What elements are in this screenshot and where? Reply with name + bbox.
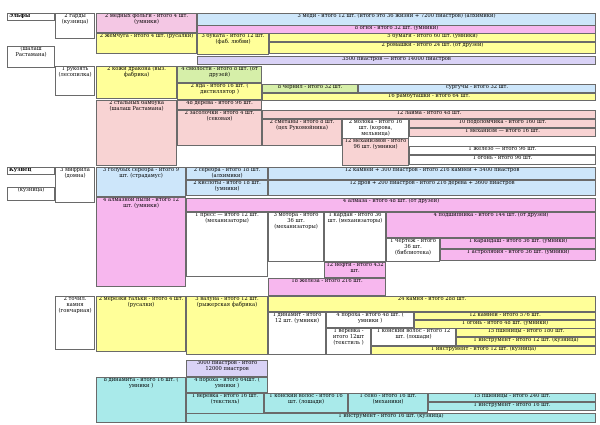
- cell-text: 1 пресс — итого 12 шт. (механизаторы): [195, 212, 259, 224]
- cell-text: 16 рамбуташки - итого 64 шт.: [388, 93, 470, 99]
- cell-text: 3 меди - итого 12 шт. (итого это 36 жизни + 7200 пиастров) (алхимики): [297, 13, 496, 19]
- cell-text: 1 инструмент - итого 16 шт.: [473, 402, 551, 408]
- cell-text: 3 голубых серебра - итого 9 шт. (страдамус): [102, 167, 180, 179]
- cell-text: 1 огонь - итого 96 шт.: [472, 155, 533, 161]
- cell-r11: [96, 66, 177, 99]
- cell-text: 48 дерева - итого 96 шт.: [186, 100, 253, 106]
- cell-text: 1 механизм — итого 16 шт.: [465, 128, 540, 134]
- cell-text: 12 лайма - итого 48 шт.: [396, 110, 462, 116]
- cell-text: 2 яда - итого 16 шт. ( дистиллятор ): [190, 83, 249, 95]
- cell-text: 3 мотора - итого 36 шт. (механизаторы): [273, 212, 319, 230]
- cell-r36: [186, 212, 268, 277]
- cell-text: сургучы - итого 32 шт.: [445, 84, 509, 90]
- cell-r65: [428, 402, 596, 411]
- cell-r63: [348, 393, 428, 413]
- cell-text: 3500 пиастров — итого 14000 пиастров: [342, 56, 451, 62]
- cell-r31: [268, 167, 596, 180]
- cell-text: Кузнец: [9, 167, 32, 173]
- cell-r51: [414, 312, 596, 320]
- cell-text: 1 кардан - итого 36 шт. (механизаторы): [327, 212, 383, 224]
- cell-r43: [324, 262, 386, 278]
- cell-text: 2 ромашки - итого 24 шт. (от друзей): [381, 42, 484, 48]
- cell-elves-title: [7, 13, 55, 21]
- cell-r56: [456, 337, 596, 346]
- cell-r28: [55, 167, 95, 203]
- cell-text: 4 алмаза - итого 48 шт. (от друзей): [342, 198, 440, 204]
- cell-text: 1 веревка - итого 12шт (текстиль ): [332, 328, 365, 346]
- cell-r05: [96, 33, 197, 54]
- cell-r41: [440, 238, 596, 249]
- cell-text: 3000 пиастров - итого 12000 пиастров: [196, 360, 258, 372]
- cell-text: 2 жемчуга - итого 4 шт. (русалки): [99, 33, 194, 39]
- cell-text: 1 огонь - итого 48 шт. (умники): [461, 320, 549, 326]
- cell-text: 2 сметаны - итого 8 шт. (цех Рукомойника): [269, 119, 335, 131]
- cell-text: 4 подшипника - итого 144 шт. (от друзей): [433, 212, 549, 218]
- cell-r17: [96, 100, 177, 166]
- cell-r25: [342, 138, 409, 166]
- cell-r46: [96, 296, 186, 352]
- cell-text: 2 серебра - итого 18 шт. (алхимики): [193, 167, 261, 179]
- cell-text: 1 конский волос - итого 12 шт. (лошади): [376, 328, 451, 340]
- cell-text: 2 гарды (кузница): [61, 13, 89, 25]
- cell-r30: [186, 167, 268, 180]
- cell-text: 4 пороха - итого 64шт. ( умники ): [194, 377, 260, 389]
- cell-text: 2 мерезки гальки - итого 4 шт. (русалки): [98, 296, 184, 308]
- cell-r57: [371, 346, 596, 355]
- cell-text: 1 рукоять (лесопилка): [58, 66, 92, 78]
- cell-r18: [177, 100, 262, 110]
- cell-r66: [186, 413, 596, 423]
- cell-text: 12 нефти - итого 432 шт.: [326, 262, 384, 274]
- cell-text: 12 дров + 200 пиастров - итого 216 дерева + 3600 пиастров: [349, 180, 515, 186]
- cell-r38: [324, 212, 386, 262]
- cell-r24: [409, 128, 596, 137]
- cell-r20: [262, 110, 596, 119]
- cell-r16: [262, 93, 596, 101]
- cell-text: 1 сено - итого 16 шт. (механики): [359, 393, 417, 405]
- cell-r58: [186, 360, 268, 377]
- cell-r39: [386, 212, 596, 238]
- cell-r12: [177, 66, 262, 83]
- cell-text: 12 камней - итого 576 шт.: [469, 312, 541, 318]
- cell-text: 12 камней + 300 пиастров - итого 216 камней + 5400 пиастров: [344, 167, 520, 173]
- cell-text: 1 карандаш - итого 36 шт. (умники): [468, 238, 568, 244]
- cell-r26: [409, 146, 596, 155]
- cell-r21: [262, 119, 342, 146]
- cell-r53: [326, 328, 371, 355]
- cell-text: 8 огня - итого 32 шт. (умники): [354, 25, 439, 31]
- cell-text: (шалаш Растамана): [15, 46, 47, 58]
- cell-r08: [269, 42, 596, 54]
- cell-r64: [428, 393, 596, 402]
- cell-gnome-title: [7, 167, 55, 175]
- cell-text: 24 камня - итого 288 шт.: [397, 296, 467, 302]
- cell-r19: [177, 110, 262, 146]
- cell-r15: [358, 84, 596, 93]
- cell-r50: [326, 312, 414, 328]
- cell-text: 3 валуна - итого 12 шт. (рыжерская фабрика): [195, 296, 259, 308]
- cell-r14: [262, 84, 358, 93]
- cell-r48: [268, 296, 596, 312]
- cell-r10: [55, 66, 95, 96]
- cell-r44: [268, 278, 386, 296]
- cell-text: 1 железо — итого 96 шт.: [468, 146, 537, 152]
- cell-text: 4 пороха - итого 48 шт. ( умники ): [336, 312, 404, 324]
- cell-r32: [186, 180, 268, 196]
- cell-r29: [96, 167, 186, 197]
- cell-text: 2 стальных бамбука (шалаш Растамана): [109, 100, 164, 112]
- cell-text: Эльфы: [9, 13, 31, 19]
- cell-r07: [269, 33, 596, 42]
- cell-text: (кузница): [17, 187, 45, 193]
- cell-elves-sub: [7, 46, 55, 68]
- cell-text: 2 молока - итого 16 шт. (корова, мельница): [348, 119, 403, 137]
- cell-text: 3 буката - итого 12 шт. (фаб. любви): [201, 33, 265, 45]
- cell-text: 18 железа - итого 216 шт.: [291, 278, 363, 284]
- cell-text: 1 инструмент - итого 12 шт. (кузница): [473, 337, 579, 343]
- cell-r01: [55, 13, 95, 39]
- cell-text: 1 астролябия - итого 36 шт. (умники): [466, 249, 570, 255]
- cell-r02: [96, 13, 197, 33]
- cell-r06: [197, 33, 269, 55]
- cell-r55: [456, 328, 596, 337]
- cell-r62: [264, 393, 348, 413]
- cell-text: 1 инструмент - итого 16 шт. (кузница): [338, 413, 444, 419]
- cell-r23: [409, 119, 596, 128]
- cell-r35: [186, 198, 596, 212]
- cell-r49: [268, 312, 326, 355]
- cell-text: 1 чертеж - итого 36 шт. (библиотека): [390, 238, 436, 256]
- cell-text: 4 алмазной пыли - итого 12 шт. (умники): [103, 197, 179, 209]
- cell-r61: [186, 393, 264, 415]
- cell-gnome-sub: [7, 187, 55, 201]
- cell-text: 8 чернил - итого 32 шт.: [277, 84, 343, 90]
- cell-text: 15 пшеницы - итого 240 шт.: [473, 393, 551, 399]
- cell-text: 1 динамит - итого 12 шт. (умники): [272, 312, 322, 324]
- cell-r33: [268, 180, 596, 196]
- cell-r27: [409, 155, 596, 165]
- cell-text: 8 динамита - итого 16 шт. ( умники ): [103, 377, 179, 389]
- cell-text: 10 подоломчика - итого 160 шт.: [458, 119, 547, 125]
- cell-r47: [186, 296, 268, 355]
- cell-text: 2 медных фольги - итого 4 шт. (умники): [104, 13, 189, 25]
- cell-text: 1 инструмент - итого 12 шт. (кузница): [430, 346, 537, 352]
- cell-text: 4 смолости - итого 8 шт. (от друзей): [181, 66, 258, 78]
- cell-r59: [96, 377, 186, 423]
- cell-text: 2 кожи дракона (выз. фабрика): [107, 66, 166, 78]
- cell-text: 2 засолочки - итого 4 шт. (сековая): [184, 110, 255, 122]
- cell-r60: [186, 377, 268, 393]
- cell-r13: [177, 83, 262, 100]
- cell-r42: [440, 249, 596, 261]
- cell-text: 1 конский волос - итого 16 шт. (лошади): [269, 393, 343, 405]
- cell-text: 12 механизмов - итого 96 шт. (умники): [344, 138, 407, 150]
- cell-text: 5 бумаги - итого 60 шт. (умники): [387, 33, 478, 39]
- cell-text: 3 мифрила (домна): [60, 167, 90, 179]
- cell-r09: [197, 56, 596, 65]
- cell-r34: [96, 197, 186, 287]
- cell-r45: [55, 296, 95, 350]
- cell-text: 1 веревка - итого 16 шт. (текстиль): [191, 393, 259, 405]
- cell-r37: [268, 212, 324, 262]
- cell-text: 15 пшеницы - итого 180 шт.: [487, 328, 565, 334]
- cell-r54: [371, 328, 456, 346]
- cell-text: 2 кислоты - итого 18 шт. (умники): [193, 180, 261, 192]
- cell-text: 2 точил. камня (гончарная): [58, 296, 92, 314]
- cell-r40: [386, 238, 440, 262]
